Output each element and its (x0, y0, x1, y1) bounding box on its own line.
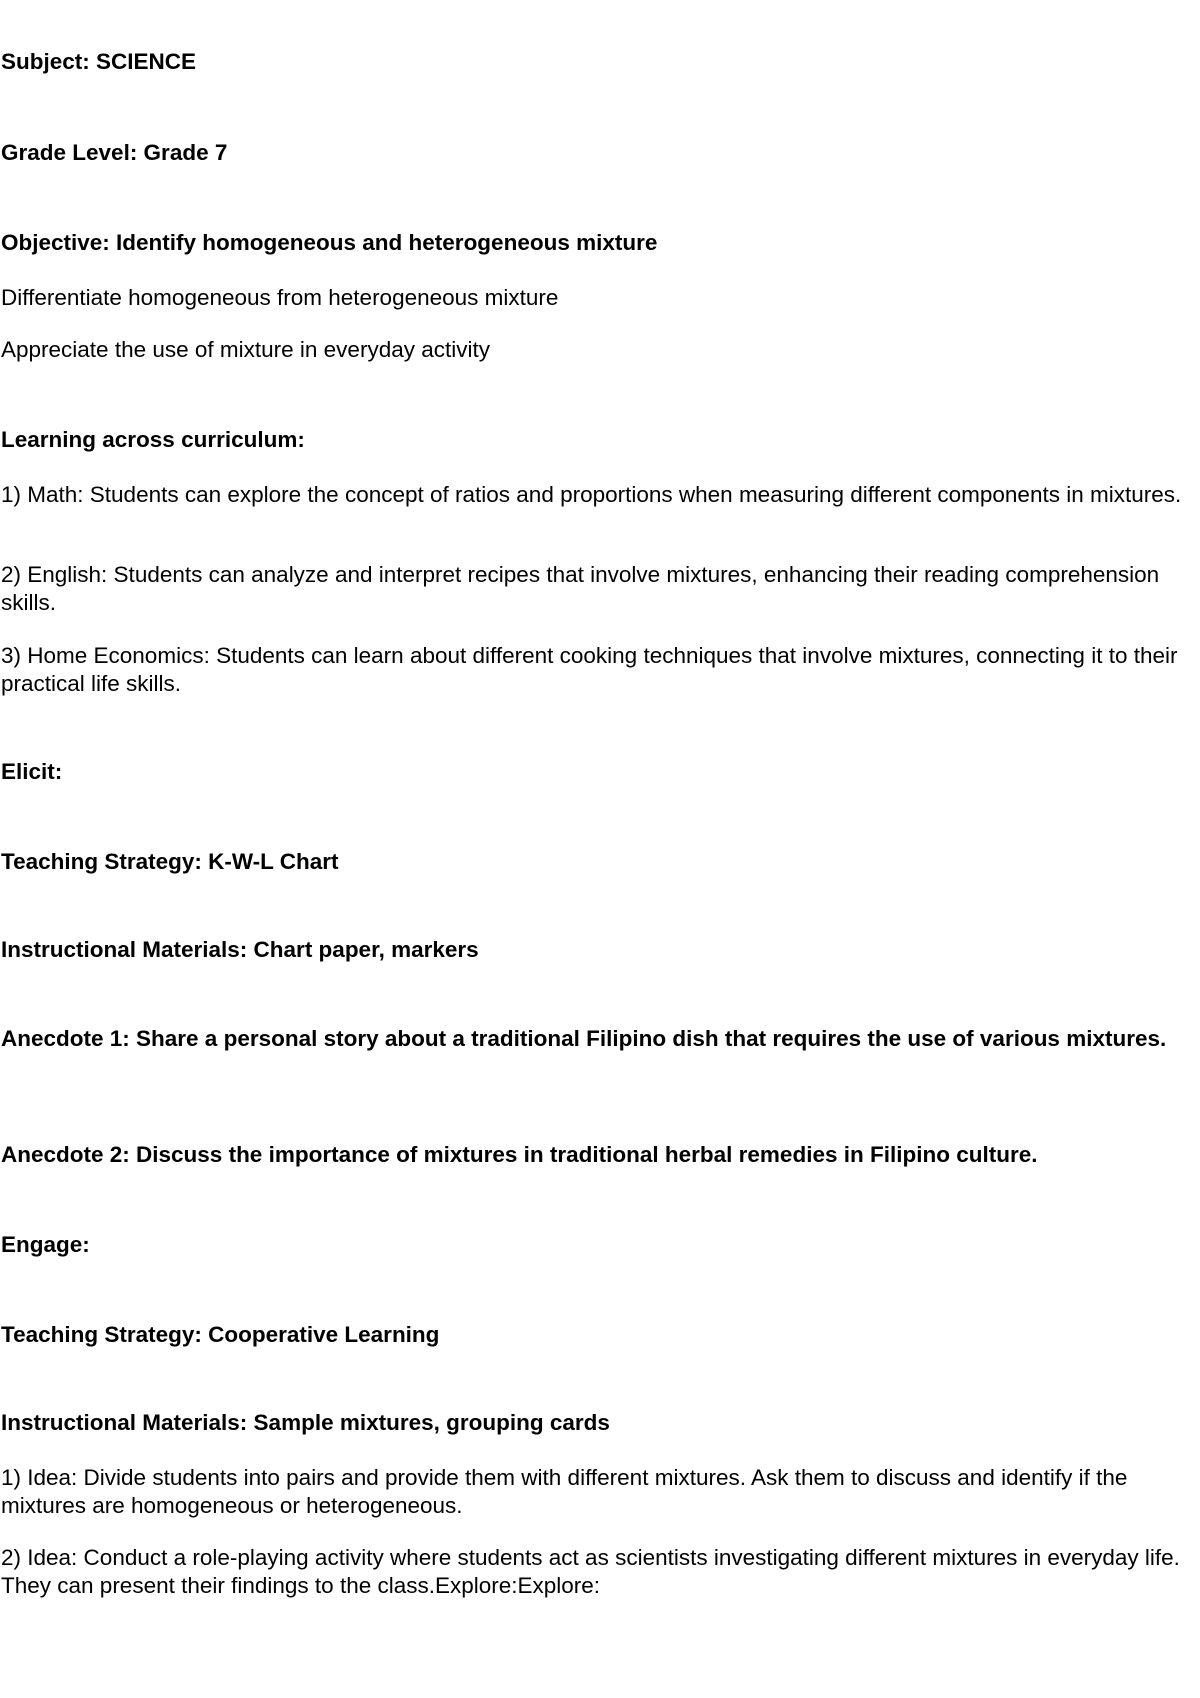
learning-across-heading: Learning across curriculum: (1, 427, 305, 452)
elicit-anecdote-2: Anecdote 2: Discuss the importance of mixtures in traditional herbal remedies in Filipino culture. (1, 1142, 1038, 1167)
elicit-heading: Elicit: (1, 759, 63, 784)
engage-heading: Engage: (1, 1232, 90, 1257)
elicit-teaching-strategy: Teaching Strategy: K-W-L Chart (1, 849, 339, 874)
objective-item: Differentiate homogeneous from heterogeneous mixture (1, 285, 559, 310)
subject-line: Subject: SCIENCE (1, 49, 197, 74)
elicit-anecdote-1: Anecdote 1: Share a personal story about a traditional Filipino dish that requires the use of various mixtures. (1, 1026, 1167, 1051)
learning-item-english: 2) English: Students can analyze and interpret recipes that involve mixtures, enhancing their reading comprehension skills. (1, 562, 1160, 615)
engage-idea-2: 2) Idea: Conduct a role-playing activity where students act as scientists investigating different mixtures in everyday life. They can present their findings to the class.Explore:Explore: (1, 1545, 1180, 1598)
objective-item: Appreciate the use of mixture in everyday activity (1, 337, 490, 362)
engage-instructional-materials: Instructional Materials: Sample mixtures, grouping cards (1, 1410, 610, 1435)
objective-line: Objective: Identify homogeneous and heterogeneous mixture (1, 230, 658, 255)
engage-teaching-strategy: Teaching Strategy: Cooperative Learning (1, 1322, 440, 1347)
engage-idea-1: 1) Idea: Divide students into pairs and provide them with different mixtures. Ask them to discuss and identify if the mixtures are homogeneous or heterogeneous. (1, 1465, 1128, 1518)
grade-level-line: Grade Level: Grade 7 (1, 140, 228, 165)
learning-item-home-economics: 3) Home Economics: Students can learn about different cooking techniques that involve mixtures, connecting it to their practical life skills. (1, 643, 1178, 696)
learning-item-math: 1) Math: Students can explore the concept of ratios and proportions when measuring different components in mixtures. (1, 482, 1182, 507)
elicit-instructional-materials: Instructional Materials: Chart paper, markers (1, 937, 479, 962)
